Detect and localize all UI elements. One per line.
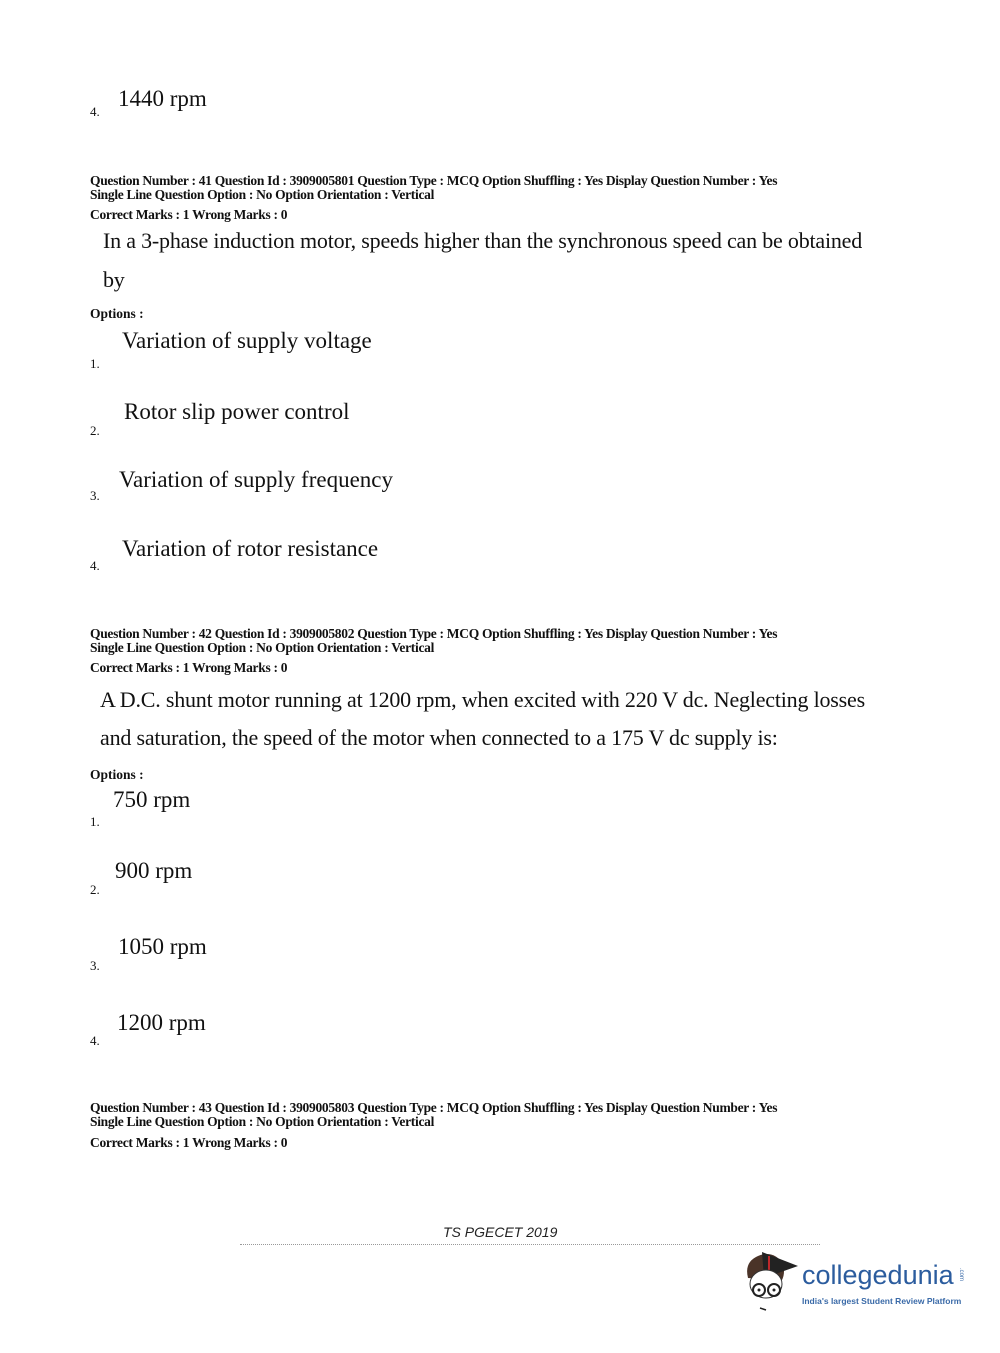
question-meta: Question Number : 41 Question Id : 3909005801 Question Type : MCQ Option Shuffling : Yes Display Question Number : Yes xyxy=(90,173,778,188)
question-marks: Correct Marks : 1 Wrong Marks : 0 xyxy=(90,1135,288,1150)
option-text: Variation of supply frequency xyxy=(119,467,394,492)
options-label: Options : xyxy=(90,306,144,321)
option-text: Variation of rotor resistance xyxy=(122,536,379,561)
question-meta: Single Line Question Option : No Option Orientation : Vertical xyxy=(90,187,435,202)
option-number: 2. xyxy=(90,882,100,897)
question-marks: Correct Marks : 1 Wrong Marks : 0 xyxy=(90,660,288,675)
question-text: A D.C. shunt motor running at 1200 rpm, when excited with 220 V dc. Neglecting losses xyxy=(100,687,865,712)
option-text: 1440 rpm xyxy=(118,86,207,111)
question-meta: Question Number : 43 Question Id : 3909005803 Question Type : MCQ Option Shuffling : Yes Display Question Number : Yes xyxy=(90,1100,778,1115)
option-number: 3. xyxy=(90,488,100,503)
footer-divider xyxy=(240,1244,820,1245)
option-number: 3. xyxy=(90,958,100,973)
question-meta: Single Line Question Option : No Option Orientation : Vertical xyxy=(90,640,435,655)
option-number: 2. xyxy=(90,423,100,438)
option-number: 4. xyxy=(90,1033,100,1048)
option-text: Variation of supply voltage xyxy=(122,328,372,353)
logo-suffix: .com xyxy=(958,1268,964,1282)
option-number: 1. xyxy=(90,814,100,829)
option-text: 1200 rpm xyxy=(117,1010,206,1035)
options-label: Options : xyxy=(90,767,144,782)
option-text: Rotor slip power control xyxy=(124,399,350,424)
footer-exam-title: TS PGECET 2019 xyxy=(443,1224,558,1240)
question-text: and saturation, the speed of the motor when connected to a 175 V dc supply is: xyxy=(100,725,778,750)
question-marks: Correct Marks : 1 Wrong Marks : 0 xyxy=(90,207,288,222)
logo-tagline: India's largest Student Review Platform xyxy=(802,1296,962,1306)
logo-name: collegedunia xyxy=(802,1260,954,1290)
question-text: In a 3-phase induction motor, speeds higher than the synchronous speed can be obtained xyxy=(103,228,863,253)
option-number: 1. xyxy=(90,356,100,371)
option-number: 4. xyxy=(90,104,100,119)
question-text: by xyxy=(103,267,125,292)
option-text: 900 rpm xyxy=(115,858,193,883)
question-meta: Single Line Question Option : No Option Orientation : Vertical xyxy=(90,1114,435,1129)
option-number: 4. xyxy=(90,558,100,573)
collegedunia-mascot-icon xyxy=(742,1248,802,1312)
option-text: 1050 rpm xyxy=(118,934,207,959)
option-text: 750 rpm xyxy=(113,787,191,812)
question-meta: Question Number : 42 Question Id : 3909005802 Question Type : MCQ Option Shuffling : Yes Display Question Number : Yes xyxy=(90,626,778,641)
